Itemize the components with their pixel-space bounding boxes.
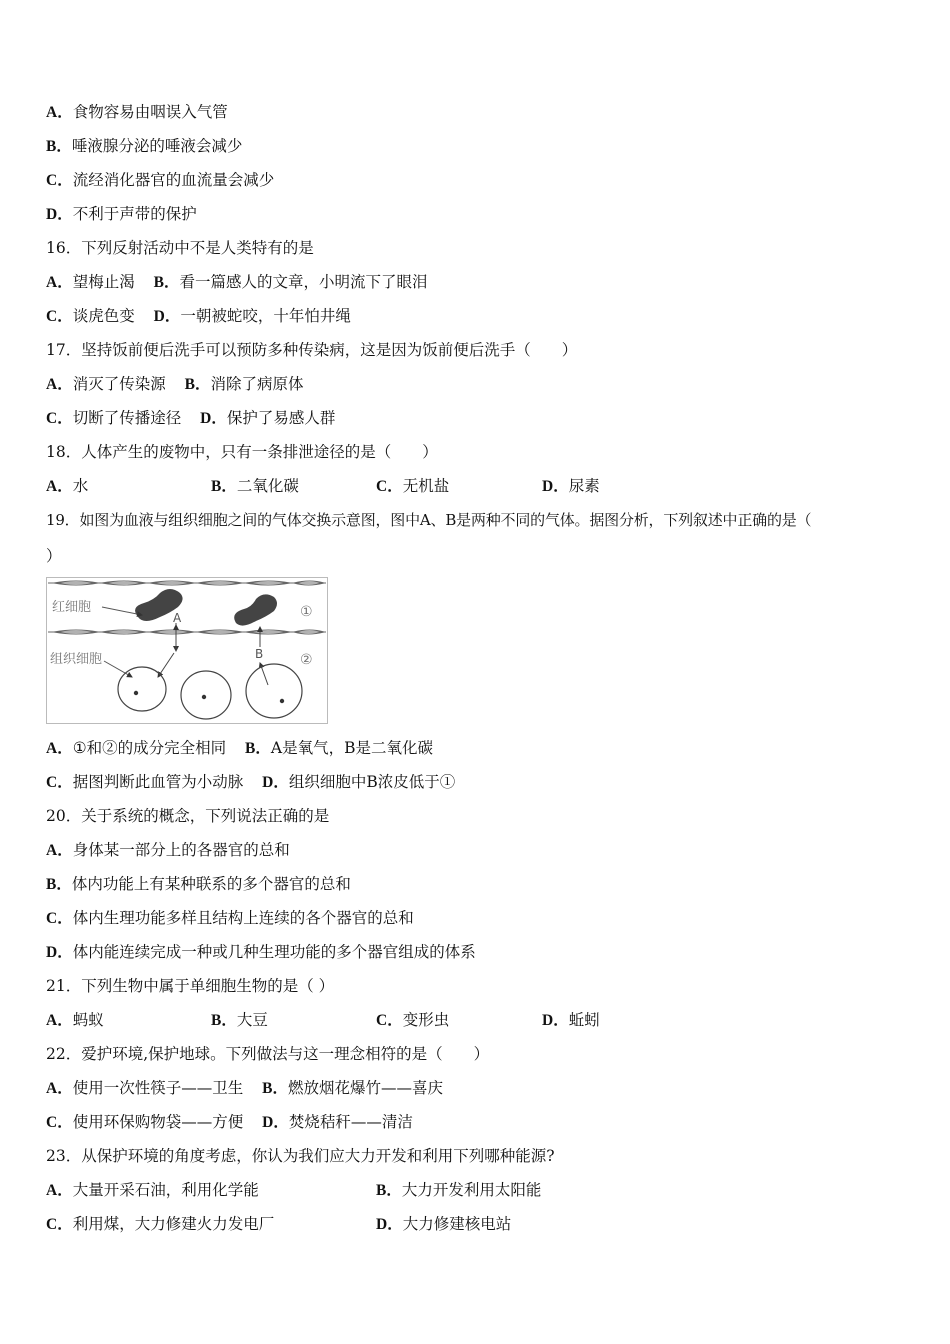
q16-option-a[interactable] xyxy=(46,273,135,291)
q15-option-c[interactable] xyxy=(46,170,274,191)
q21-option-c[interactable] xyxy=(376,1010,449,1031)
q17-options-row2 xyxy=(46,408,335,429)
q19-options-row1 xyxy=(46,738,433,759)
option-letter: A． xyxy=(46,1012,73,1029)
option-text: 大力开发利用太阳能 xyxy=(401,1181,542,1199)
q16-option-c[interactable] xyxy=(46,307,135,325)
q22-option-c[interactable] xyxy=(46,1113,243,1131)
q18-option-c[interactable] xyxy=(376,476,449,497)
tissue-cell-3-nucleus xyxy=(280,699,284,703)
q16-options-row1 xyxy=(46,272,428,293)
option-text: 蚂蚁 xyxy=(72,1011,104,1029)
q22-stem: 22．爱护环境,保护地球。下列做法与这一理念相符的是（ ） xyxy=(46,1045,490,1063)
q19-stem-line2: ） xyxy=(46,547,62,565)
q15-option-b[interactable] xyxy=(46,136,242,157)
q17-option-c[interactable] xyxy=(46,409,181,427)
option-letter: A． xyxy=(46,376,73,393)
q20-option-d[interactable] xyxy=(46,942,476,963)
q18-option-b[interactable] xyxy=(211,476,299,497)
option-text: 身体某一部分上的各器官的总和 xyxy=(72,841,290,859)
q22-options-row1 xyxy=(46,1078,443,1099)
q22-options-row2 xyxy=(46,1112,413,1133)
q20-stem: 20．关于系统的概念，下列说法正确的是 xyxy=(46,807,330,825)
option-letter: D． xyxy=(376,1216,403,1233)
option-text: 据图判断此血管为小动脉 xyxy=(72,773,244,791)
option-letter: C． xyxy=(46,172,73,189)
option-letter: B． xyxy=(184,376,211,393)
option-letter: B． xyxy=(46,138,72,155)
option-text: 大量开采石油，利用化学能 xyxy=(72,1181,259,1199)
label-gas-b: B xyxy=(255,647,264,661)
option-letter: B． xyxy=(46,876,72,893)
option-text: 唾液腺分泌的唾液会减少 xyxy=(71,137,243,155)
label-tissue-cell: 组织细胞 xyxy=(50,652,103,667)
option-letter: D． xyxy=(153,308,181,325)
option-text: 燃放烟花爆竹——喜庆 xyxy=(288,1079,444,1097)
option-letter: C． xyxy=(46,910,73,927)
option-letter: B． xyxy=(211,478,237,495)
option-text: 食物容易由咽误入气管 xyxy=(72,103,228,121)
option-letter: B． xyxy=(153,274,180,291)
option-letter: B． xyxy=(262,1080,288,1097)
option-letter: D． xyxy=(542,478,569,495)
option-text: ①和②的成分完全相同 xyxy=(72,739,227,757)
option-letter: C． xyxy=(46,410,73,427)
option-text: 二氧化碳 xyxy=(236,477,299,495)
q19-option-b[interactable] xyxy=(245,739,433,757)
option-text: 变形虫 xyxy=(402,1011,450,1029)
q22-option-d[interactable] xyxy=(262,1113,413,1131)
option-text: 焚烧秸秆——清洁 xyxy=(288,1113,413,1131)
option-letter: A． xyxy=(46,842,73,859)
q23-option-c[interactable] xyxy=(46,1214,274,1235)
option-letter: C． xyxy=(46,1216,73,1233)
label-red-blood-cell: 红细胞 xyxy=(52,600,92,615)
q20-option-a[interactable] xyxy=(46,840,290,861)
option-text: 望梅止渴 xyxy=(72,273,135,291)
q18-option-a[interactable] xyxy=(46,476,88,497)
option-text: 体内功能上有某种联系的多个器官的总和 xyxy=(71,875,351,893)
option-text: A是氧气，B是二氧化碳 xyxy=(270,739,433,757)
option-letter: A． xyxy=(46,104,73,121)
option-text: 使用环保购物袋——方便 xyxy=(72,1113,244,1131)
q23-option-b[interactable] xyxy=(376,1180,541,1201)
option-text: 尿素 xyxy=(568,477,600,495)
q22-option-b[interactable] xyxy=(262,1079,443,1097)
q18-stem: 18．人体产生的废物中，只有一条排泄途径的是（ ） xyxy=(46,443,438,461)
q21-option-b[interactable] xyxy=(211,1010,268,1031)
q22-option-a[interactable] xyxy=(46,1079,243,1097)
q19-option-d[interactable] xyxy=(262,773,455,791)
option-text: 消除了病原体 xyxy=(210,375,304,393)
option-text: 谈虎色变 xyxy=(72,307,135,325)
option-text: 一朝被蛇咬，十年怕井绳 xyxy=(180,307,351,325)
option-text: 使用一次性筷子——卫生 xyxy=(72,1079,244,1097)
option-text: 体内能连续完成一种或几种生理功能的多个器官组成的体系 xyxy=(72,943,476,961)
q16-options-row2 xyxy=(46,306,351,327)
q19-options-row2 xyxy=(46,772,455,793)
q17-option-b[interactable] xyxy=(185,375,304,393)
q20-option-b[interactable] xyxy=(46,874,351,895)
q19-option-c[interactable] xyxy=(46,773,243,791)
option-letter: B． xyxy=(376,1182,402,1199)
option-text: 利用煤，大力修建火力发电厂 xyxy=(72,1215,275,1233)
q21-stem: 21．下列生物中属于单细胞生物的是（ ） xyxy=(46,977,335,995)
option-text: 流经消化器官的血流量会减少 xyxy=(72,171,275,189)
option-letter: D． xyxy=(46,206,73,223)
option-text: 切断了传播途径 xyxy=(72,409,182,427)
option-text: 消灭了传染源 xyxy=(72,375,166,393)
option-letter: B． xyxy=(211,1012,237,1029)
option-letter: A． xyxy=(46,740,73,757)
option-letter: C． xyxy=(376,478,403,495)
q20-option-c[interactable] xyxy=(46,908,414,929)
q23-option-d[interactable] xyxy=(376,1214,511,1235)
q17-option-a[interactable] xyxy=(46,375,166,393)
q16-stem: 16．下列反射活动中不是人类特有的是 xyxy=(46,239,314,257)
option-letter: C． xyxy=(46,308,73,325)
option-letter: A． xyxy=(46,478,73,495)
q16-option-b[interactable] xyxy=(154,273,428,291)
q17-option-d[interactable] xyxy=(200,409,335,427)
option-letter: C． xyxy=(46,1114,73,1131)
tissue-cell-1-nucleus xyxy=(134,691,138,695)
gas-exchange-diagram xyxy=(46,577,328,724)
q15-option-a[interactable] xyxy=(46,102,228,123)
q23-stem: 23．从保护环境的角度考虑，你认为我们应大力开发和利用下列哪种能源? xyxy=(46,1147,555,1165)
q17-stem: 17．坚持饭前便后洗手可以预防多种传染病，这是因为饭前便后洗手（ ） xyxy=(46,341,578,359)
option-text: 大力修建核电站 xyxy=(402,1215,512,1233)
q21-option-d[interactable] xyxy=(542,1010,600,1031)
option-text: 无机盐 xyxy=(402,477,450,495)
option-letter: D． xyxy=(262,1114,289,1131)
q15-option-d[interactable] xyxy=(46,204,197,225)
label-region-2: ② xyxy=(300,652,313,668)
option-letter: A． xyxy=(46,1182,73,1199)
vessel-wall-bottom xyxy=(48,630,326,634)
option-letter: D． xyxy=(262,774,289,791)
option-text: 水 xyxy=(72,477,89,495)
option-letter: C． xyxy=(46,774,73,791)
option-letter: A． xyxy=(46,274,73,291)
option-text: 蚯蚓 xyxy=(568,1011,600,1029)
option-letter: B． xyxy=(245,740,271,757)
q19-option-a[interactable] xyxy=(46,739,226,757)
q18-option-d[interactable] xyxy=(542,476,600,497)
option-letter: C． xyxy=(376,1012,403,1029)
vessel-wall-top xyxy=(48,581,326,585)
gas-exchange-figure xyxy=(46,577,328,724)
q19-stem-line1: 19．如图为血液与组织细胞之间的气体交换示意图，图中A、B是两种不同的气体。据图分析，下列叙述中正确的是（ xyxy=(46,511,812,529)
q21-option-a[interactable] xyxy=(46,1010,104,1031)
q16-option-d[interactable] xyxy=(154,307,351,325)
option-text: 体内生理功能多样且结构上连续的各个器官的总和 xyxy=(72,909,414,927)
option-letter: D． xyxy=(200,410,227,427)
option-text: 组织细胞中B浓皮低于① xyxy=(288,773,456,791)
option-letter: D． xyxy=(542,1012,569,1029)
option-text: 看一篇感人的文章，小明流下了眼泪 xyxy=(179,273,428,291)
option-text: 不利于声带的保护 xyxy=(72,205,197,223)
label-gas-a: A xyxy=(173,611,182,625)
label-region-1: ① xyxy=(300,604,313,620)
tissue-cell-2-nucleus xyxy=(202,695,206,699)
option-text: 大豆 xyxy=(236,1011,268,1029)
option-letter: A． xyxy=(46,1080,73,1097)
q17-options-row1 xyxy=(46,374,304,395)
option-letter: D． xyxy=(46,944,73,961)
option-text: 保护了易感人群 xyxy=(226,409,336,427)
q23-option-a[interactable] xyxy=(46,1180,259,1201)
